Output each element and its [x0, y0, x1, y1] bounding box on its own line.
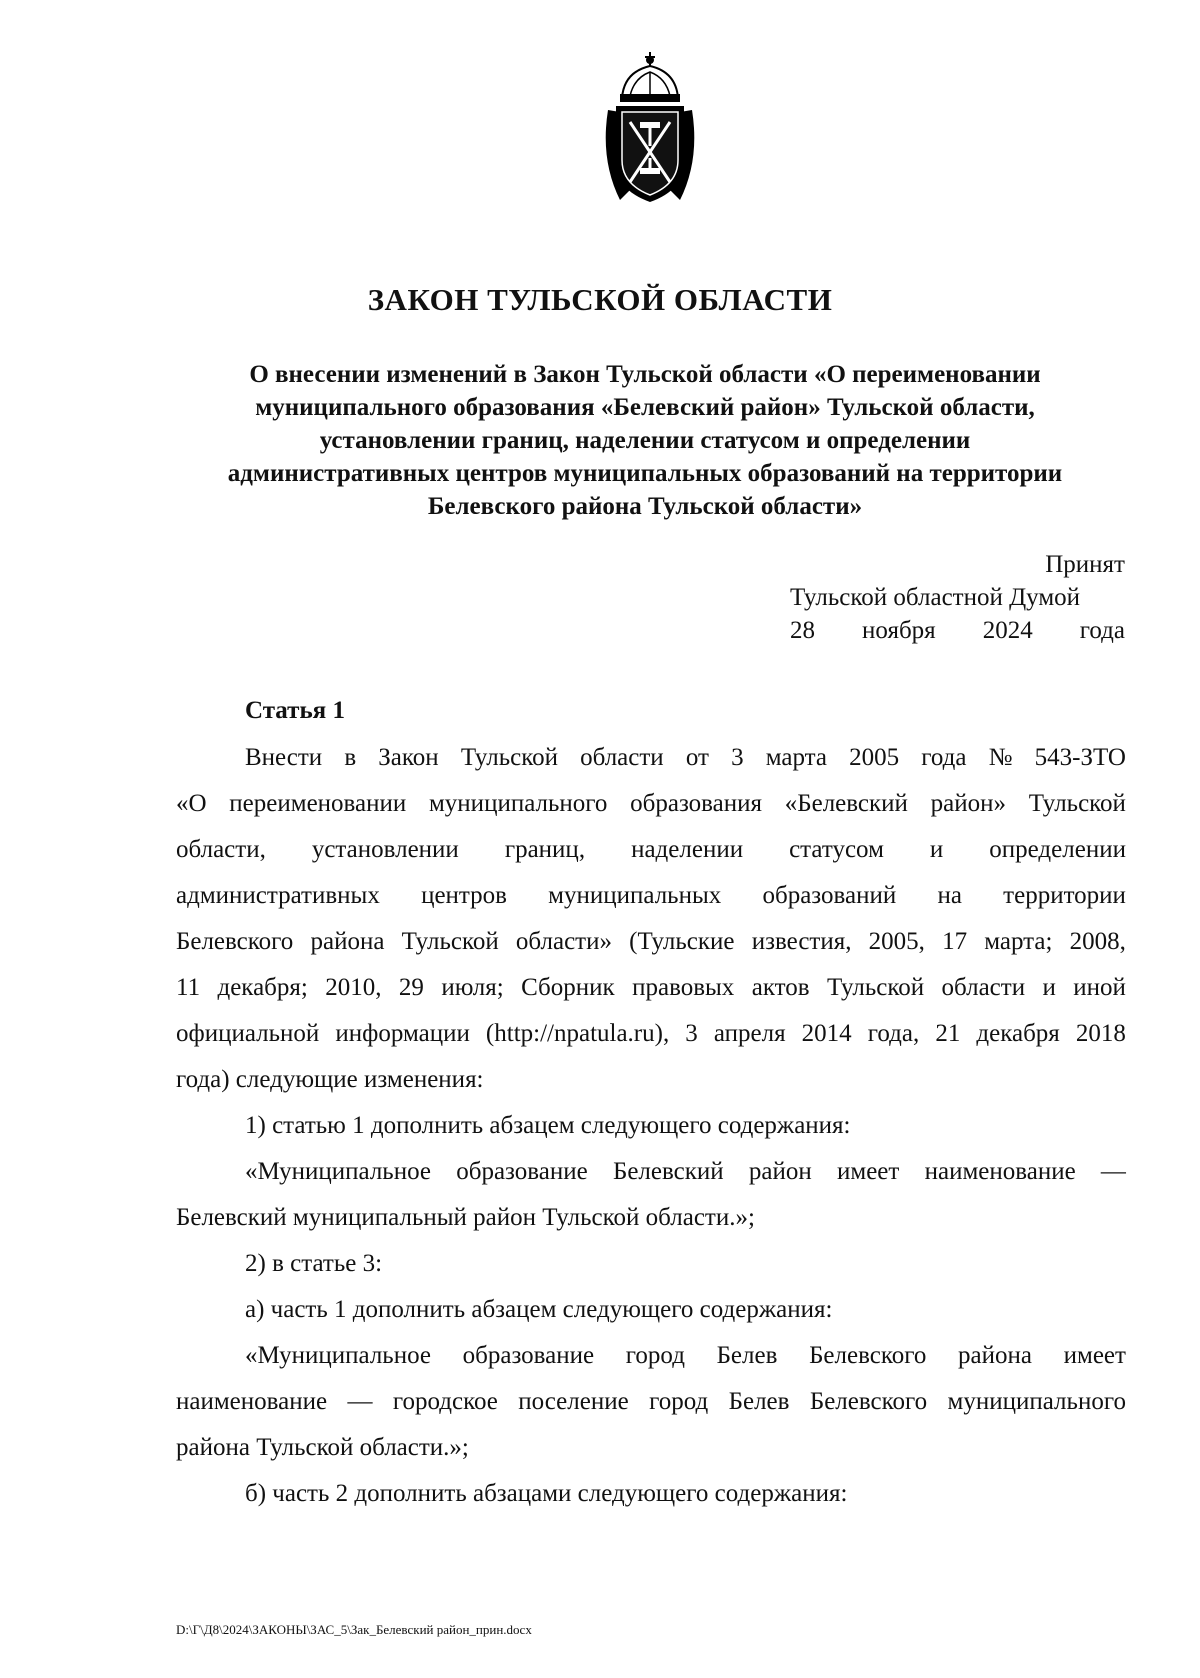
- word: 21: [935, 1020, 961, 1047]
- word: декабря: [976, 1020, 1060, 1047]
- word: 2005: [849, 744, 900, 771]
- body-line: [176, 735, 1126, 781]
- adopted-label: Принят: [1045, 551, 1125, 578]
- word: район: [748, 1158, 812, 1185]
- word: Белев: [716, 1342, 778, 1369]
- word: образования: [630, 790, 763, 817]
- tula-coat-of-arms-icon: [590, 50, 710, 210]
- word: от: [685, 744, 709, 771]
- body-line: 1) статью 1 дополнить абзацем следующего содержания:: [245, 1112, 851, 1139]
- word: области: [941, 974, 1026, 1001]
- word: 2008,: [1069, 928, 1126, 955]
- adoption-month: ноября: [862, 617, 936, 644]
- word: имеет: [837, 1158, 900, 1185]
- adoption-day: 28: [790, 617, 815, 644]
- body-line: [176, 1149, 1126, 1195]
- word: 2005,: [868, 928, 925, 955]
- word: марта;: [984, 928, 1053, 955]
- adoption-block: [790, 548, 1125, 647]
- word: Сборник: [521, 974, 615, 1001]
- word: муниципального: [428, 790, 608, 817]
- word: №: [988, 744, 1013, 771]
- word: район»: [930, 790, 1007, 817]
- word: 2010,: [325, 974, 382, 1001]
- law-title: ЗАКОН ТУЛЬСКОЙ ОБЛАСТИ: [367, 282, 833, 317]
- word: 3: [731, 744, 744, 771]
- body-line: [176, 1011, 1126, 1057]
- word: «Белевский: [784, 790, 908, 817]
- subtitle-line: установлении границ, наделении статусом и определении: [319, 427, 971, 454]
- word: статусом: [789, 836, 884, 863]
- word: на: [937, 882, 962, 909]
- word: —: [347, 1388, 373, 1415]
- word: Белевский: [612, 1158, 724, 1185]
- word: 11: [176, 974, 201, 1001]
- body-line: [176, 965, 1126, 1011]
- word: актов: [751, 974, 810, 1001]
- word: городское: [392, 1388, 498, 1415]
- word: года,: [867, 1020, 920, 1047]
- word: Белев: [728, 1388, 790, 1415]
- word: образований: [762, 882, 897, 909]
- body-line: 2) в статье 3:: [245, 1250, 383, 1277]
- body-line: [176, 781, 1126, 827]
- word: июля;: [441, 974, 504, 1001]
- word: района: [310, 928, 385, 955]
- word: 29: [398, 974, 424, 1001]
- law-subtitle: [150, 358, 1140, 523]
- word: муниципального: [947, 1388, 1126, 1415]
- word: 3: [685, 1020, 698, 1047]
- word: в: [344, 744, 357, 771]
- word: области,: [176, 836, 266, 863]
- word: апреля: [713, 1020, 786, 1047]
- article-heading: Статья 1: [245, 697, 345, 724]
- file-path-footer: D:\Г\Д8\2024\ЗАКОНЫ\ЗАС_5\Зак_Белевский район_прин.docx: [176, 1622, 532, 1637]
- word: наделении: [631, 836, 744, 863]
- word: (Тульские: [629, 928, 735, 955]
- word: Белевского: [809, 1342, 927, 1369]
- body-line: [176, 1379, 1126, 1425]
- body-line: б) часть 2 дополнить абзацами следующего содержания:: [245, 1480, 848, 1507]
- word: город: [649, 1388, 709, 1415]
- word: информации: [335, 1020, 470, 1047]
- subtitle-line: О внесении изменений в Закон Тульской области «О переименовании: [249, 361, 1041, 388]
- subtitle-line: муниципального образования «Белевский район» Тульской области,: [255, 394, 1035, 421]
- word: иной: [1073, 974, 1126, 1001]
- word: марта: [765, 744, 827, 771]
- word: Белевского: [809, 1388, 928, 1415]
- word: образование: [462, 1342, 595, 1369]
- subtitle-line: Белевского района Тульской области»: [427, 493, 863, 520]
- adoption-year: 2024: [982, 617, 1033, 644]
- word: Внести: [245, 744, 323, 771]
- word: поселение: [518, 1388, 629, 1415]
- body-line: [176, 919, 1126, 965]
- body-line: года) следующие изменения:: [176, 1066, 484, 1093]
- word: Белевского: [176, 928, 294, 955]
- body-line: района Тульской области.»;: [176, 1434, 469, 1461]
- body-line: [176, 873, 1126, 919]
- word: правовых: [632, 974, 735, 1001]
- word: области»: [515, 928, 612, 955]
- word: 2018: [1075, 1020, 1126, 1047]
- word: области: [580, 744, 664, 771]
- word: муниципальных: [548, 882, 722, 909]
- word: 543-ЗТО: [1034, 744, 1126, 771]
- word: официальной: [176, 1020, 320, 1047]
- word: (http://npatula.ru),: [485, 1020, 670, 1047]
- word: «Муниципальное: [245, 1342, 431, 1369]
- word: Тульской: [460, 744, 558, 771]
- adoption-year-word: года: [1079, 617, 1125, 644]
- body-line: Белевский муниципальный район Тульской области.»;: [176, 1204, 755, 1231]
- word: Закон: [378, 744, 439, 771]
- word: имеет: [1063, 1342, 1126, 1369]
- word: наименование: [924, 1158, 1076, 1185]
- word: переименовании: [229, 790, 407, 817]
- word: административных: [176, 882, 380, 909]
- body-line: [176, 1333, 1126, 1379]
- word: и: [1042, 974, 1056, 1001]
- word: —: [1100, 1158, 1126, 1185]
- word: 17: [942, 928, 968, 955]
- word: Тульской: [826, 974, 925, 1001]
- word: определении: [989, 836, 1126, 863]
- word: образование: [456, 1158, 588, 1185]
- word: района: [958, 1342, 1032, 1369]
- word: декабря;: [217, 974, 308, 1001]
- word: известия,: [751, 928, 852, 955]
- word: и: [929, 836, 944, 863]
- adoption-date: [790, 614, 1125, 647]
- word: 2014: [801, 1020, 852, 1047]
- word: «Муниципальное: [245, 1158, 431, 1185]
- article-body: [176, 735, 1126, 1517]
- word: Тульской: [401, 928, 499, 955]
- word: года: [921, 744, 967, 771]
- subtitle-line: административных центров муниципальных образований на территории: [227, 460, 1063, 487]
- word: Тульской: [1028, 790, 1126, 817]
- word: границ,: [504, 836, 586, 863]
- word: установлении: [311, 836, 459, 863]
- body-line: [176, 827, 1126, 873]
- word: центров: [421, 882, 507, 909]
- body-line: а) часть 1 дополнить абзацем следующего содержания:: [245, 1296, 833, 1323]
- word: территории: [1003, 882, 1126, 909]
- word: город: [625, 1342, 685, 1369]
- word: наименование: [176, 1388, 328, 1415]
- adopted-by: Тульской областной Думой: [790, 584, 1081, 611]
- word: «О: [176, 790, 207, 817]
